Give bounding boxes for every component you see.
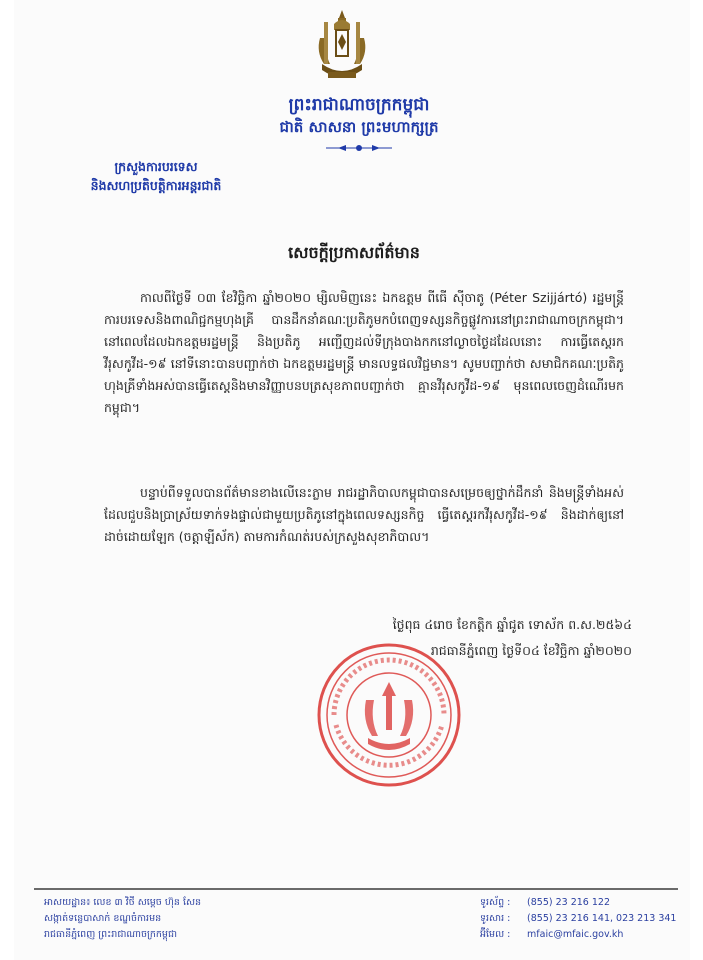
ornament-divider-icon bbox=[234, 143, 484, 153]
address-line-1: អាសយដ្ឋាន៖ លេខ ៣ វិថី សម្ដេច ហ៊ុន សែន bbox=[44, 897, 202, 908]
official-stamp-icon bbox=[314, 640, 464, 790]
document-page bbox=[14, 0, 690, 960]
address-line-3: រាជធានីភ្នំពេញ ព្រះរាជាណាចក្រកម្ពុជា bbox=[44, 929, 177, 940]
footer-address bbox=[44, 895, 314, 943]
contact-email bbox=[480, 927, 680, 943]
fax-label: ទូរសារ : bbox=[480, 913, 511, 924]
lunar-date: ថ្ងៃពុធ ៤រោច ខែកត្តិក ឆ្នាំជូត ទោស័ក ព.ស.២៥៦៤ bbox=[392, 617, 632, 632]
kingdom-title: ព្រះរាជាណាចក្រកម្ពុជា bbox=[288, 95, 430, 115]
address-line-2: សង្កាត់ទន្លេបាសាក់ ខណ្ឌចំការមន bbox=[44, 913, 162, 924]
email-label: អ៊ីមែល : bbox=[480, 929, 511, 940]
document-title: សេចក្ដីប្រកាសព័ត៌មាន bbox=[288, 243, 420, 262]
fax-value: (855) 23 216 141, 023 213 341 bbox=[527, 913, 677, 924]
body-paragraph-1: កាលពីថ្ងៃទី ០៣ ខែវិច្ឆិកា ឆ្នាំ២០២០ ម្សិលមិញនេះ ឯកឧត្តម ពីធើ ស៊ីចាតូ (Péter Szijjártó) រដ្ឋមន្ត្រីការបរទេសនិងពាណិជ្ជកម្មហុងគ្រី បានដឹកនាំគណៈប្រតិភូមកបំពេញទស្សនកិច្ចផ្លូវការនៅព្រះរាជាណាចក្រកម្ពុជា។ នៅពេលដែលឯកឧត្តមរដ្ឋមន្ត្រី និងប្រតិភូ អញ្ជើញដល់ទីក្រុងបាងកកនៅល្ងាចថ្ងៃដដែលនោះ ការធ្វើតេស្តរកវីរុសកូវីដ-១៩ នៅទីនោះបានបញ្ជាក់ថា ឯកឧត្តមរដ្ឋមន្ត្រី មានលទ្ធផលវិជ្ជមាន។ សូមបញ្ជាក់ថា សមាជិកគណៈប្រតិភូហុងគ្រីទាំងអស់បានធ្វើតេស្តនិងមានវិញ្ញាបនបត្រសុខភាពបញ្ជាក់ថា គ្មានវីរុសកូវីដ-១៩ មុនពេលចេញដំណើរមកកម្ពុជា។ bbox=[104, 290, 624, 415]
contact-fax bbox=[480, 911, 680, 927]
email-value: mfaic@mfaic.gov.kh bbox=[527, 929, 624, 940]
ministry-name-line2: និងសហប្រតិបត្តិការអន្តរជាតិ bbox=[90, 178, 222, 193]
contact-telephone bbox=[480, 895, 680, 911]
kingdom-motto: ជាតិ សាសនា ព្រះមហាក្សត្រ bbox=[279, 118, 439, 136]
body-paragraph-2: បន្ទាប់ពីទទួលបានព័ត៌មានខាងលើនេះភ្លាម រាជរដ្ឋាភិបាលកម្ពុជាបានសម្រេចឲ្យថ្នាក់ដឹកនាំ និងមន្ត្រីទាំងអស់ដែលជួបនិងប្រាស្រ័យទាក់ទងផ្ទាល់ជាមួយប្រតិភូនៅក្នុងពេលទស្សនកិច្ច ធ្វើតេស្តរកវីរុសកូវីដ-១៩ និងដាក់ឲ្យនៅដាច់ដោយឡែក (ចត្តាឡីស័ក) តាមការកំណត់របស់ក្រសួងសុខាភិបាល។ bbox=[104, 485, 624, 544]
telephone-label: ទូរស័ព្ទ : bbox=[480, 897, 511, 908]
ministry-name-line1: ក្រសួងការបរទេស bbox=[114, 159, 198, 174]
solar-date: រាជធានីភ្នំពេញ ថ្ងៃទី០៤ ខែវិច្ឆិកា ឆ្នាំ២០២០ bbox=[430, 643, 632, 658]
royal-emblem-icon bbox=[314, 8, 370, 88]
footer-divider bbox=[34, 888, 678, 890]
footer-contacts bbox=[480, 895, 680, 943]
telephone-value: (855) 23 216 122 bbox=[527, 897, 610, 908]
ministry-header bbox=[36, 157, 276, 195]
kingdom-header bbox=[234, 94, 484, 157]
